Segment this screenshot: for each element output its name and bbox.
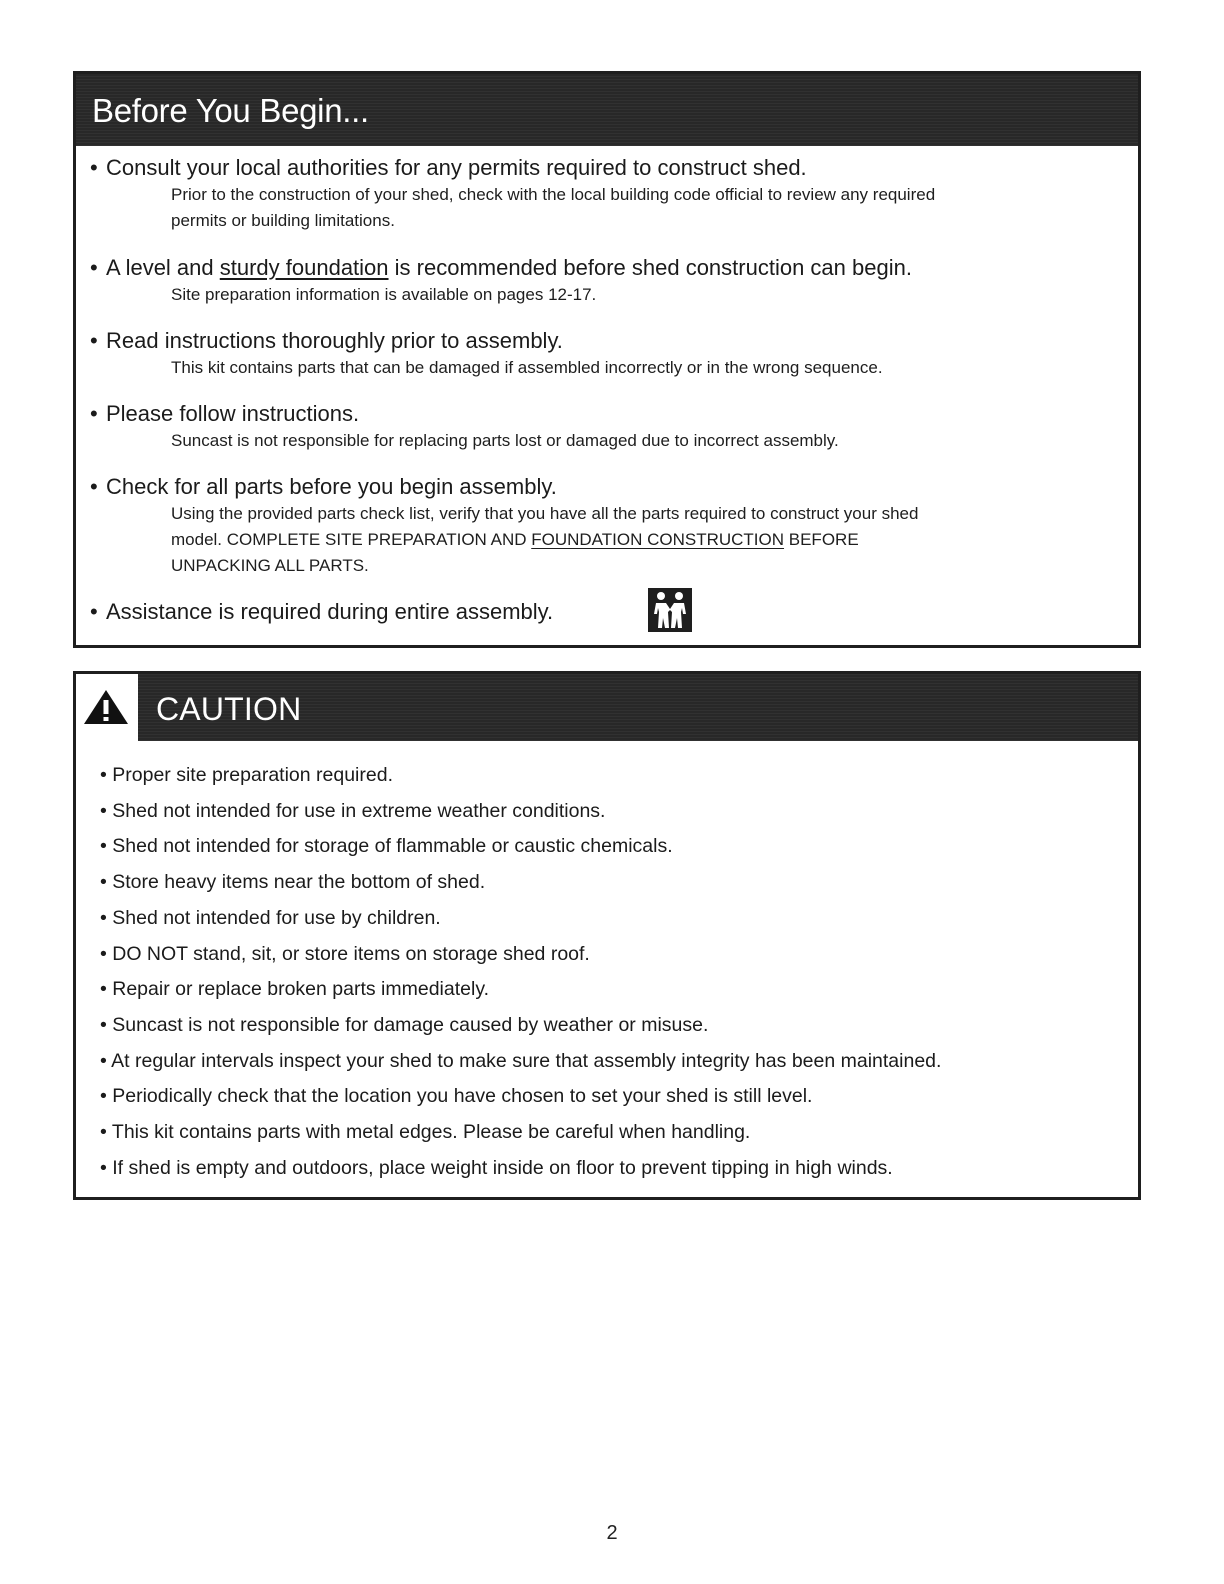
- list-item-follow-instructions: • Please follow instructions. Suncast is not responsible for replacing parts lost or damaged due to incorrect assembly.: [90, 400, 1118, 454]
- item-details: Prior to the construction of your shed, check with the local building code official to review any required permits or building limitations.: [171, 185, 936, 230]
- caution-section: [73, 671, 1141, 1200]
- sturdy-foundation-link[interactable]: sturdy foundation: [219, 255, 389, 280]
- before-you-begin-section: [73, 71, 1141, 648]
- list-item: • At regular intervals inspect your shed to make sure that assembly integrity has been maintained.: [100, 1044, 1118, 1080]
- item-heading: Check for all parts before you begin assembly.: [106, 474, 557, 499]
- item-details: This kit contains parts that can be damaged if assembled incorrectly or in the wrong sequence.: [171, 358, 883, 377]
- item-details: Suncast is not responsible for replacing parts lost or damaged due to incorrect assembly.: [171, 431, 839, 450]
- before-you-begin-header: [76, 74, 1138, 146]
- list-item: • Shed not intended for use in extreme weather conditions.: [100, 794, 1118, 830]
- list-item-check-parts: • Check for all parts before you begin assembly. Using the provided parts check list, verify that you have all the parts required to construct your shed model. COMPLETE SITE PREPARATION AND FOUNDATION CONSTRUCTION BEFORE UNPACKING ALL PARTS.: [90, 473, 1118, 579]
- item-heading: Read instructions thoroughly prior to assembly.: [106, 328, 563, 353]
- item-heading: Consult your local authorities for any permits required to construct shed.: [106, 155, 807, 180]
- warning-triangle-icon: [83, 689, 129, 725]
- list-item: • This kit contains parts with metal edges. Please be careful when handling.: [100, 1115, 1118, 1151]
- list-item-assistance: • Assistance is required during entire assembly.: [90, 599, 554, 624]
- caution-title: CAUTION: [156, 691, 302, 727]
- list-item: • Shed not intended for use by children.: [100, 901, 1118, 937]
- item-heading: Please follow instructions.: [106, 401, 360, 426]
- foundation-construction-link[interactable]: FOUNDATION CONSTRUCTION: [531, 530, 785, 549]
- two-person-assembly-icon: [648, 588, 692, 632]
- section-title: Before You Begin...: [92, 92, 369, 129]
- list-item: • Periodically check that the location you have chosen to set your shed is still level.: [100, 1079, 1118, 1115]
- list-item-foundation: • A level and sturdy foundation is recommended before shed construction can begin. Site preparation information is available on pages 12-17.: [90, 254, 1118, 308]
- item-heading: Assistance is required during entire assembly.: [106, 599, 554, 624]
- item-details: Using the provided parts check list, verify that you have all the parts required to construct your shed model. COMPLETE SITE PREPARATION AND FOUNDATION CONSTRUCTION BEFORE UNPACKING ALL PARTS.: [171, 504, 919, 575]
- list-item: • Repair or replace broken parts immediately.: [100, 972, 1118, 1008]
- list-item: • If shed is empty and outdoors, place weight inside on floor to prevent tipping in high winds.: [100, 1151, 1118, 1187]
- list-item: • Shed not intended for storage of flammable or caustic chemicals.: [100, 829, 1118, 865]
- list-item: • Store heavy items near the bottom of shed.: [100, 865, 1118, 901]
- page-number: 2: [606, 1522, 618, 1544]
- caution-header: [76, 674, 1138, 741]
- list-item: • Proper site preparation required.: [100, 758, 1118, 794]
- list-item-permits: • Consult your local authorities for any permits required to construct shed. Prior to the construction of your shed, check with the local building code official to review any required permits or building limitations.: [90, 154, 1118, 234]
- list-item: • DO NOT stand, sit, or store items on storage shed roof.: [100, 937, 1118, 973]
- list-item-read-instructions: • Read instructions thoroughly prior to assembly. This kit contains parts that can be damaged if assembled incorrectly or in the wrong sequence.: [90, 327, 1118, 381]
- list-item: • Suncast is not responsible for damage caused by weather or misuse.: [100, 1008, 1118, 1044]
- item-details: Site preparation information is available on pages 12-17.: [171, 285, 597, 304]
- caution-list: [100, 758, 1118, 1186]
